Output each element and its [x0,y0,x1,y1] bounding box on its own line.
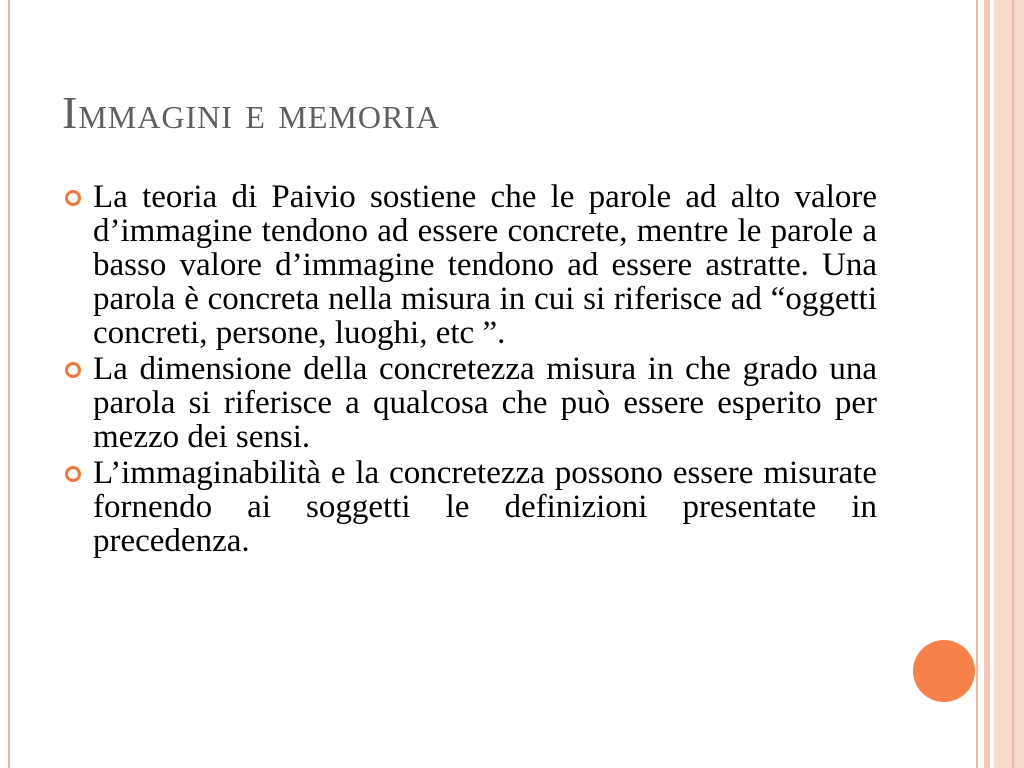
slide-title: Immagini e memoria [62,87,441,138]
accent-circle-decoration [913,640,975,702]
bullet-item [62,180,877,350]
circle-bullet-icon [65,362,81,378]
slide-body [62,180,877,560]
circle-bullet-icon [65,190,81,206]
circle-bullet-icon [65,466,81,482]
right-frame-line-2 [984,0,990,768]
right-frame-line-1 [976,0,978,768]
bullet-text: La teoria di Paivio sostiene che le parole ad alto valore d’immagine tendono ad essere concrete, mentre le parole a basso valore d’immagine tendono ad essere astratte. Una parola è concreta nella misura in cui si riferisce ad “oggetti concreti, persone, luoghi, etc ”. [93,179,877,351]
bullet-text: La dimensione della concretezza misura in che grado una parola si riferisce a qualcosa che può essere esperito per mezzo dei sensi. [93,351,877,455]
right-frame-line-3 [1012,0,1014,768]
bullet-item [62,352,877,454]
right-frame-band [994,0,1024,768]
bullet-item [62,456,877,558]
left-frame-line [8,0,10,768]
bullet-text: L’immaginabilità e la concretezza possono essere misurate fornendo ai soggetti le definizioni presentate in precedenza. [93,455,877,559]
